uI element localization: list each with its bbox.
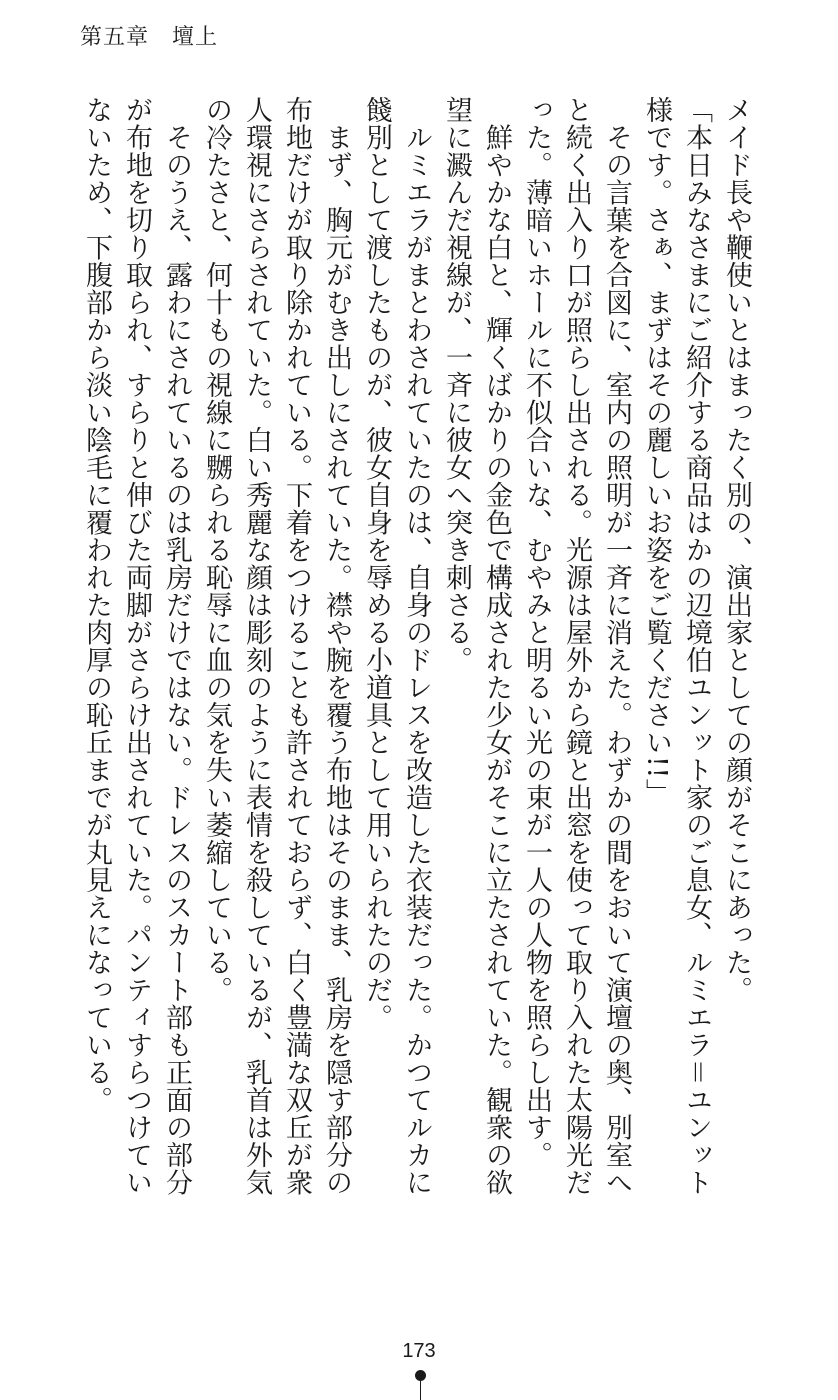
page-marker-line [420, 1380, 421, 1400]
text-line: そのうえ、露わにされているのは乳房だけではない。ドレスのスカート部も正面の部分 [161, 96, 192, 1196]
text-line: が布地を切り取られ、すらりと伸びた両脚がさらけ出されていた。パンティすらつけてい [121, 96, 152, 1196]
text-line: 「本日みなさまにご紹介する商品はかの辺境伯ユンット家のご息女、ルミエラ＝ユンット [681, 96, 712, 1196]
text-line: ないため、下腹部から淡い陰毛に覆われた肉厚の恥丘までが丸見えになっている。 [81, 96, 112, 1114]
text-line: 人環視にさらされていた。白い秀麗な顔は彫刻のように表情を殺しているが、乳首は外気 [241, 96, 272, 1196]
text-line: 布地だけが取り除かれている。下着をつけることも許されておらず、白く豊満な双丘が衆 [281, 96, 312, 1196]
vertical-body-text [80, 96, 756, 1296]
text-line: 餞別として渡したものが、彼女自身を辱める小道具として用いられたのだ。 [361, 96, 392, 1031]
text-line: ルミエラがまとわされていたのは、自身のドレスを改造した衣装だった。かつてルカに [401, 96, 432, 1196]
text-line: その言葉を合図に、室内の照明が一斉に消えた。わずかの間をおいて演壇の奥、別室へ [601, 96, 632, 1196]
chapter-header: 第五章 壇上 [80, 25, 219, 50]
text-line: 望に澱んだ視線が、一斉に彼女へ突き刺さる。 [441, 96, 472, 674]
page-number: 173 [402, 1340, 436, 1362]
text-line: まず、胸元がむき出しにされていた。襟や腕を覆う布地はそのまま、乳房を隠す部分の [321, 96, 352, 1196]
text-line: 様です。さぁ、まずはその麗しいお姿をご覧ください!!」 [641, 96, 672, 807]
text-line: の冷たさと、何十もの視線に嬲られる恥辱に血の気を失い萎縮している。 [201, 96, 232, 1004]
text-line: 鮮やかな白と、輝くばかりの金色で構成された少女がそこに立たされていた。観衆の欲 [481, 96, 512, 1196]
text-line: と続く出入り口が照らし出される。光源は屋外から鏡と出窓を使って取り入れた太陽光だ [561, 96, 592, 1196]
text-line: った。薄暗いホールに不似合いな、むやみと明るい光の束が一人の人物を照らし出す。 [521, 96, 552, 1169]
text-line: メイド長や鞭使いとはまったく別の、演出家としての顔がそこにあった。 [721, 96, 752, 1004]
